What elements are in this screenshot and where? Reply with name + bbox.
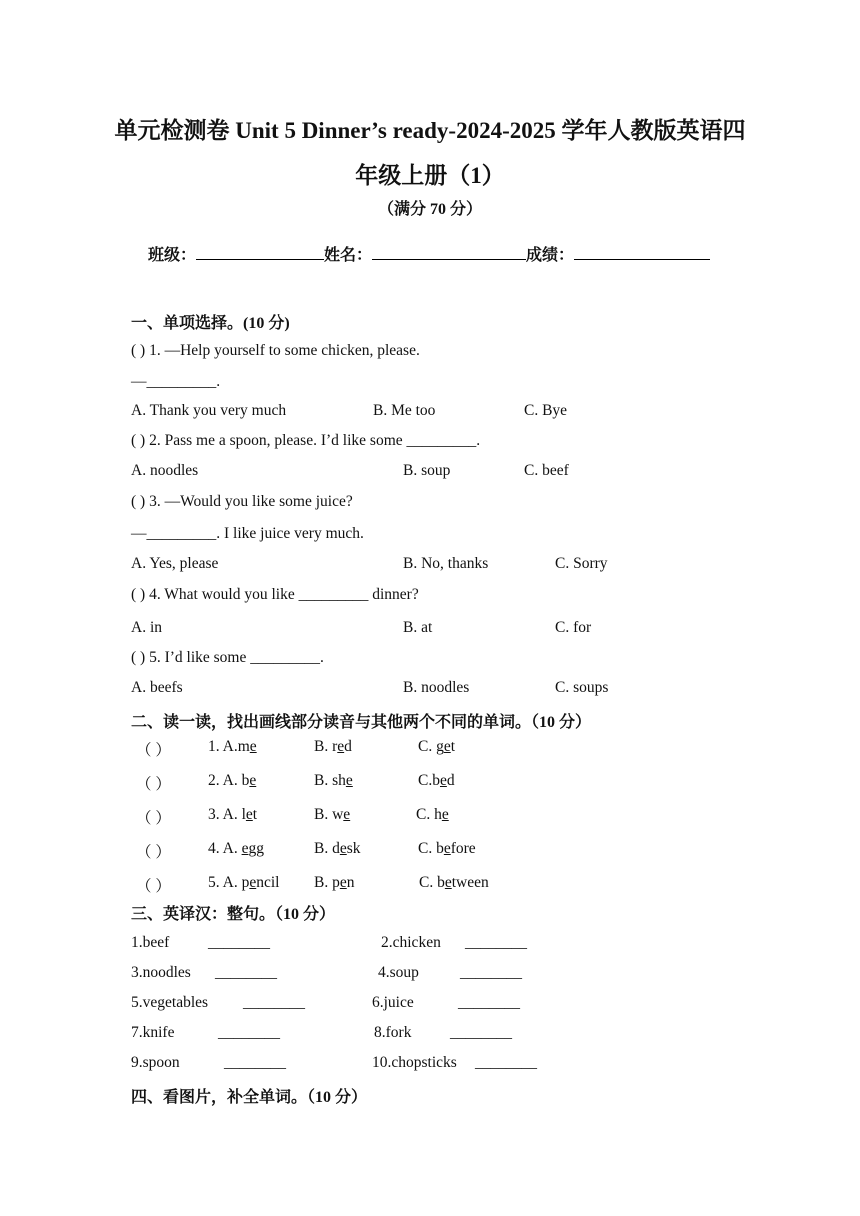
q3-stem: ( ) 3. —Would you like some juice?: [131, 493, 353, 510]
vocab-item: 7.knife: [131, 1024, 175, 1041]
vocab-item: 10.chopsticks: [372, 1054, 457, 1071]
q5-option-c: C. soups: [555, 679, 609, 696]
q3-option-a: A. Yes, please: [131, 555, 219, 572]
answer-blank[interactable]: ________: [458, 994, 520, 1011]
grade-blank[interactable]: [574, 245, 710, 260]
phonics-option-b: B. she: [314, 772, 353, 789]
q1-stem: ( ) 1. —Help yourself to some chicken, please.: [131, 342, 420, 359]
q4-option-b: B. at: [403, 619, 433, 636]
phonics-option-c: C. get: [418, 738, 456, 755]
answer-blank[interactable]: ________: [215, 964, 277, 981]
vocab-item: 4.soup: [378, 964, 419, 981]
q4-stem: ( ) 4. What would you like _________ dinner?: [131, 586, 419, 603]
student-info-row: [148, 242, 710, 265]
section1-heading: 一、单项选择。(10 分): [131, 315, 290, 332]
answer-blank[interactable]: ________: [243, 994, 305, 1011]
phonics-option-b: B. we: [314, 806, 351, 823]
q3-reply: —_________. I like juice very much.: [131, 525, 364, 542]
vocab-item: 5.vegetables: [131, 994, 209, 1011]
name-label: 姓名：: [324, 247, 373, 264]
answer-blank[interactable]: ________: [450, 1024, 512, 1041]
q3-option-b: B. No, thanks: [403, 555, 489, 572]
answer-blank[interactable]: ________: [465, 934, 527, 951]
phonics-option-a: 4. A. egg: [208, 840, 264, 857]
q2-option-a: A. noodles: [131, 462, 199, 479]
q1-option-a: A. Thank you very much: [131, 402, 287, 419]
phonics-option-b: B. pen: [314, 874, 355, 891]
q4-option-a: A. in: [131, 619, 162, 636]
phonics-option-a: 1. A.me: [208, 738, 257, 755]
answer-blank[interactable]: ________: [460, 964, 522, 981]
answer-paren[interactable]: ( ): [131, 586, 146, 603]
vocab-item: 8.fork: [374, 1024, 412, 1041]
phonics-option-b: B. desk: [314, 840, 361, 857]
answer-blank[interactable]: ________: [218, 1024, 280, 1041]
q2-stem: ( ) 2. Pass me a spoon, please. I’d like some _________.: [131, 432, 481, 449]
q1-option-c: C. Bye: [524, 402, 568, 419]
answer-paren[interactable]: ( ): [131, 493, 146, 510]
q4-option-c: C. for: [555, 619, 592, 636]
q1-reply: —_________.: [131, 373, 221, 390]
class-blank[interactable]: [196, 245, 324, 260]
section2-heading: 二、读一读，找出画线部分读音与其他两个不同的单词。（10 分）: [131, 714, 592, 731]
q2-option-c: C. beef: [524, 462, 569, 479]
answer-blank[interactable]: ________: [208, 934, 270, 951]
phonics-option-a: 3. A. let: [208, 806, 258, 823]
name-blank[interactable]: [372, 245, 526, 260]
answer-blank[interactable]: ________: [475, 1054, 537, 1071]
answer-paren[interactable]: （ ）: [136, 878, 171, 895]
phonics-option-b: B. red: [314, 738, 352, 755]
answer-blank[interactable]: ________: [224, 1054, 286, 1071]
q1-option-b: B. Me too: [373, 402, 436, 419]
answer-paren[interactable]: （ ）: [136, 844, 171, 861]
phonics-option-c: C. between: [419, 874, 489, 891]
vocab-item: 1.beef: [131, 934, 170, 951]
answer-paren[interactable]: （ ）: [136, 742, 171, 759]
section4-heading: 四、看图片，补全单词。（10 分）: [131, 1089, 368, 1106]
q3-option-c: C. Sorry: [555, 555, 608, 572]
phonics-option-a: 5. A. pencil: [208, 874, 280, 891]
class-label: 班级：: [148, 247, 197, 264]
phonics-option-a: 2. A. be: [208, 772, 257, 789]
answer-paren[interactable]: ( ): [131, 432, 146, 449]
q2-option-b: B. soup: [403, 462, 451, 479]
vocab-item: 6.juice: [372, 994, 414, 1011]
answer-paren[interactable]: （ ）: [136, 810, 171, 827]
phonics-option-c: C.bed: [418, 772, 455, 789]
section3-heading: 三、英译汉：整句。（10 分）: [131, 906, 336, 923]
answer-paren[interactable]: （ ）: [136, 776, 171, 793]
score-note: （满分 70 分）: [377, 201, 482, 218]
answer-paren[interactable]: ( ): [131, 342, 146, 359]
phonics-option-c: C. before: [418, 840, 476, 857]
answer-paren[interactable]: ( ): [131, 649, 146, 666]
grade-label: 成绩：: [526, 247, 575, 264]
q5-option-b: B. noodles: [403, 679, 470, 696]
q5-option-a: A. beefs: [131, 679, 183, 696]
q5-stem: ( ) 5. I’d like some _________.: [131, 649, 324, 666]
vocab-item: 2.chicken: [381, 934, 441, 951]
vocab-item: 3.noodles: [131, 964, 191, 981]
page-title-line1: 单元检测卷 Unit 5 Dinner’s ready-2024-2025 学年人教版英语四: [114, 118, 746, 143]
page-title-line2: 年级上册（1）: [355, 163, 505, 188]
vocab-item: 9.spoon: [131, 1054, 180, 1071]
phonics-option-c: C. he: [416, 806, 449, 823]
